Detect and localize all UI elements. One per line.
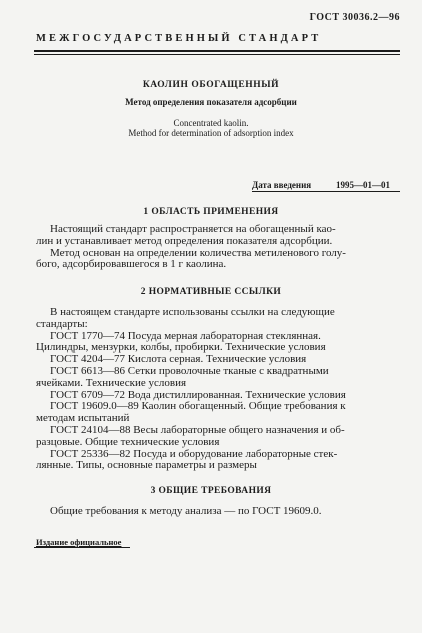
- title-en: Concentrated kaolin.: [173, 118, 249, 128]
- section3-line: Общие требования к методу анализа — по ГОСТ 19609.0.: [50, 505, 322, 517]
- section2-line: ячейками. Технические условия: [36, 376, 187, 389]
- section2-heading: 2 НОРМАТИВНЫЕ ССЫЛКИ: [140, 287, 282, 297]
- subtitle-en: Method for determination of adsorption index: [128, 128, 294, 138]
- section2-line: В настоящем стандарте использованы ссылки на следующие: [50, 306, 335, 318]
- section2-body: [36, 307, 392, 472]
- subtitle-ru: Метод определения показателя адсорбции: [125, 97, 297, 107]
- section2-line: ГОСТ 24104—88 Весы лабораторные общего назначения и об-: [50, 423, 345, 436]
- header-rule-thick: [34, 50, 400, 52]
- section3-heading: 3 ОБЩИЕ ТРЕБОВАНИЯ: [150, 486, 272, 496]
- section1-line: бого, адсорбировавшегося в 1 г каолина.: [36, 258, 227, 271]
- effective-date-label: Дата введения: [252, 180, 312, 190]
- section2-line: ГОСТ 19609.0—89 Каолин обогащенный. Общие требования к: [50, 400, 346, 413]
- section2-line: лянные. Типы, основные параметры и размеры: [36, 459, 257, 472]
- section2-line: методам испытаний: [36, 412, 130, 425]
- doc-number: ГОСТ 30036.2—96: [309, 12, 400, 23]
- title-ru: КАОЛИН ОБОГАЩЕННЫЙ: [142, 80, 280, 90]
- section1-body: [36, 224, 392, 271]
- section2-line: разцовые. Общие технические условия: [36, 435, 220, 448]
- section1-line: Настоящий стандарт распространяется на обогащенный као-: [50, 223, 336, 235]
- publisher-note: Издание официальное: [36, 537, 122, 547]
- section2-line: Цилиндры, мензурки, колбы, пробирки. Технические условия: [36, 341, 326, 354]
- standard-type: МЕЖГОСУДАРСТВЕННЫЙ СТАНДАРТ: [36, 33, 322, 44]
- section2-line: ГОСТ 6613—86 Сетки проволочные тканые с квадратными: [50, 364, 329, 377]
- section2-line: стандарты:: [36, 317, 88, 330]
- section2-line: ГОСТ 1770—74 Посуда мерная лабораторная стеклянная.: [50, 329, 321, 342]
- effective-date: 1995—01—01: [336, 180, 390, 190]
- header-rule-thin: [34, 54, 400, 55]
- section1-line: Метод основан на определении количества метиленового голу-: [50, 246, 346, 259]
- section1-line: лин и устанавливает метод определения показателя адсорбции.: [36, 234, 333, 247]
- section3-body: [36, 506, 392, 518]
- publisher-rule: [34, 547, 130, 548]
- section2-line: ГОСТ 25336—82 Посуда и оборудование лабораторные стек-: [50, 447, 338, 460]
- section1-heading: 1 ОБЛАСТЬ ПРИМЕНЕНИЯ: [143, 207, 279, 217]
- section2-line: ГОСТ 4204—77 Кислота серная. Технические условия: [50, 353, 307, 366]
- effective-date-rule: [252, 191, 400, 192]
- section2-line: ГОСТ 6709—72 Вода дистиллированная. Технические условия: [50, 388, 346, 401]
